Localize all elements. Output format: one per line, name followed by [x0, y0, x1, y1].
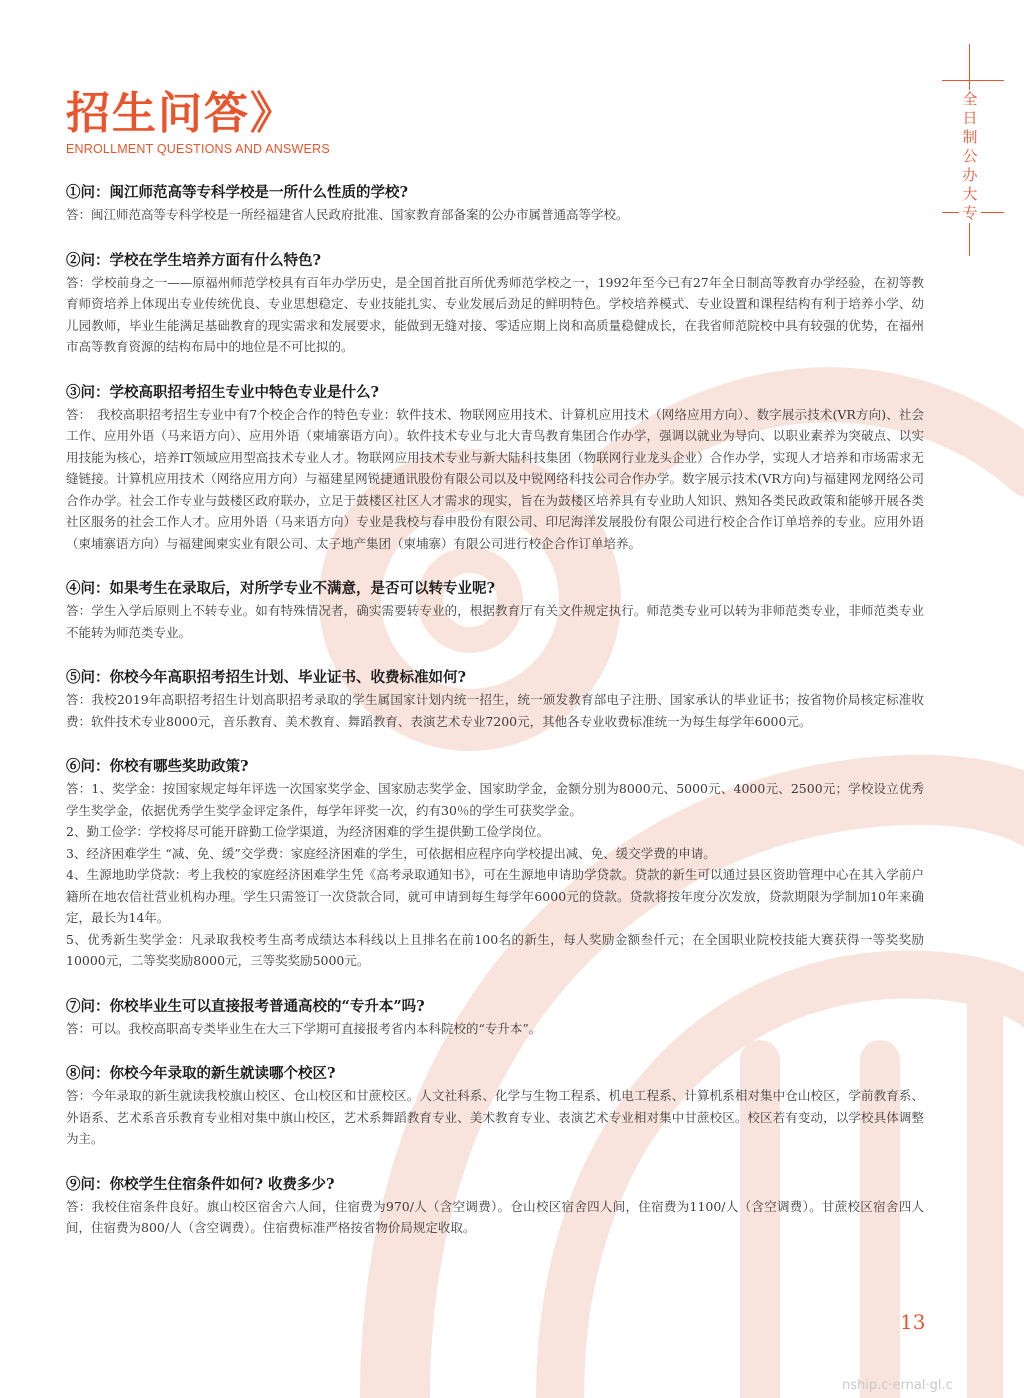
- qa-item-2: [66, 250, 924, 358]
- answer: 答：闽江师范高等专科学校是一所经福建省人民政府批准、国家教育部备案的公办市属普通高等学校。: [66, 207, 629, 222]
- question: ⑨问：你校学生住宿条件如何? 收费多少?: [66, 1175, 335, 1193]
- answer-paragraph: 4、生源地助学贷款：考上我校的家庭经济困难学生凭《高考录取通知书》，可在生源地申请助学贷款。贷款的新生可以通过县区资助管理中心在其入学前户籍所在地农信社营业机构办理。学生只需签订一次贷款合同，就可申请到每生每学年6000元的贷款。贷款将按年度分次发放，贷款期限为学制加10年来确定，最长为14年。: [66, 867, 924, 925]
- question: ⑥问：你校有哪些奖助政策?: [66, 758, 249, 775]
- question: ④问：如果考生在录取后，对所学专业不满意，是否可以转专业呢?: [66, 580, 495, 597]
- question: ③问：学校高职招考招生专业中特色专业是什么?: [66, 383, 379, 401]
- side-tab: [942, 44, 1004, 256]
- answer-paragraph: 答：1、奖学金：按国家规定每年评选一次国家奖学金、国家励志奖学金、国家助学金，金额分别为8000元、5000元、4000元、2500元；学校设立优秀学生奖学金，依据优秀学生奖学金评定条件，每学年评奖一次，约有30％的学生可获奖学金。: [66, 781, 924, 818]
- side-tab-top-line: [942, 80, 1004, 81]
- qa-item-4: [66, 578, 924, 643]
- qa-item-6: [66, 756, 924, 972]
- qa-item-7: [66, 996, 924, 1040]
- qa-item-5: [66, 667, 924, 732]
- qa-item-8: [66, 1063, 924, 1150]
- answer-paragraph: 5、优秀新生奖学金：凡录取我校考生高考成绩达本科线以上且排名在前100名的新生，每人奖励金额叁仟元；在全国职业院校技能大赛获得一等奖奖励10000元，二等奖奖励8000元，三等奖奖励5000元。: [66, 931, 924, 968]
- side-tab-label: 全日制公办大专: [959, 90, 981, 223]
- question: ①问：闽江师范高等专科学校是一所什么性质的学校?: [66, 184, 408, 201]
- question: ②问：学校在学生培养方面有什么特色?: [66, 251, 321, 269]
- answer: 答：今年录取的新生就读我校旗山校区、仓山校区和甘蔗校区。人文社科系、化学与生物工程系、机电工程系、计算机系相对集中仓山校区，学前教育系、外语系、艺术系音乐教育专业相对集中旗山校区，艺术系舞蹈教育专业、美术教育专业、表演艺术专业相对集中甘蔗校区。校区若有变动，以学校具体调整为主。: [66, 1088, 924, 1146]
- answer: 答：学校前身之一——原福州师范学校具有百年办学历史，是全国首批百所优秀师范学校之一，1992年至今已有27年全日制高等教育办学经验，在初等教育师资培养上体现出专业传统优良、专业思想稳定、专业技能扎实、专业发展后劲足的鲜明特色。学校培养模式、专业设置和课程结构有利于培养小学、幼儿园教师，毕业生能满足基础教育的现实需求和发展要求，能做到无缝对接、零适应期上岗和高质量稳健成长，在我省师范院校中具有较强的优势，在福州市高等教育资源的结构布局中的地位是不可比拟的。: [66, 274, 924, 354]
- answer-paragraph: 3、经济困难学生 “减、免、缓”交学费：家庭经济困难的学生，可依据相应程序向学校提出减、免、缓交学费的申请。: [66, 845, 716, 861]
- page-number: 13: [900, 1310, 926, 1334]
- answer: 答：我校住宿条件良好。旗山校区宿舍六人间，住宿费为970/人（含空调费）。仓山校区宿舍四人间，住宿费为1100/人（含空调费）。甘蔗校区宿舍四人间，住宿费为800/人（含空调费）。住宿费标准严格按省物价局规定收取。: [66, 1198, 924, 1235]
- question: ⑧问：你校今年录取的新生就读哪个校区?: [66, 1065, 336, 1082]
- qa-item-9: [66, 1174, 924, 1239]
- url-watermark: nship.c·ernal·gl.c: [842, 1378, 953, 1393]
- page-subtitle: ENROLLMENT QUESTIONS AND ANSWERS: [66, 142, 330, 156]
- qa-item-1: [66, 182, 924, 226]
- page-header: [66, 88, 330, 156]
- answer-paragraph: 2、勤工俭学：学校将尽可能开辟勤工俭学渠道，为经济困难的学生提供勤工俭学岗位。: [66, 824, 549, 839]
- question: ⑦问：你校毕业生可以直接报考普通高校的“专升本”吗?: [66, 997, 425, 1015]
- answer: 答：可以。我校高职高专类毕业生在大三下学期可直接报考省内本科院校的“专升本”。: [66, 1020, 542, 1036]
- qa-list: [66, 182, 924, 1263]
- answer: 答：学生入学后原则上不转专业。如有特殊情况者，确实需要转专业的，根据教育厅有关文件规定执行。师范类专业可以转为非师范类专业，非师范类专业不能转为师范类专业。: [66, 603, 924, 640]
- answer: 答： 我校高职招考招生专业中有7个校企合作的特色专业：软件技术、物联网应用技术、计算机应用技术（网络应用方向）、数字展示技术(VR方向)、社会工作、应用外语（马来语方向）、应用外语（柬埔寨语方向）。软件技术专业与北大青鸟教育集团合作办学，强调以就业为导向、以职业素养为突破点、以实用技能为核心，培养IT领域应用型高技术专业人才。物联网应用技术专业与新大陆科技集团（物联网行业龙头企业）合作办学，实现人才培养和市场需求无缝链接。计算机应用技术（网络应用方向）与福建星网锐捷通讯股份有限公司以及中锐网络科技公司合作办学。数字展示技术(VR方向)与福建网龙网络公司合作办学。社会工作专业与鼓楼区政府联办，立足于鼓楼区社区人才需求的现实，旨在为鼓楼区培养具有专业助人知识、熟知各类民政政策和能够开展各类社区服务的社会工作人才。应用外语（马来语方向）专业是我校与春申股份有限公司、印尼海洋发展股份有限公司进行校企合作订单培养的专业。应用外语（柬埔寨语方向）与福建闽柬实业有限公司、太子地产集团（柬埔寨）有限公司进行校企合作订单培养。: [66, 406, 924, 551]
- page-title: 招生问答》: [66, 88, 296, 139]
- question: ⑤问：你校今年高职招考招生计划、毕业证书、收费标准如何?: [66, 669, 466, 686]
- answer: 答：我校2019年高职招考招生计划高职招考录取的学生属国家计划内统一招生，统一颁发教育部电子注册、国家承认的毕业证书；按省物价局核定标准收费：软件技术专业8000元，音乐教育、美术教育、舞蹈教育、表演艺术专业7200元，其他各专业收费标准统一为每生每学年6000元。: [66, 692, 924, 729]
- qa-item-3: [66, 382, 924, 555]
